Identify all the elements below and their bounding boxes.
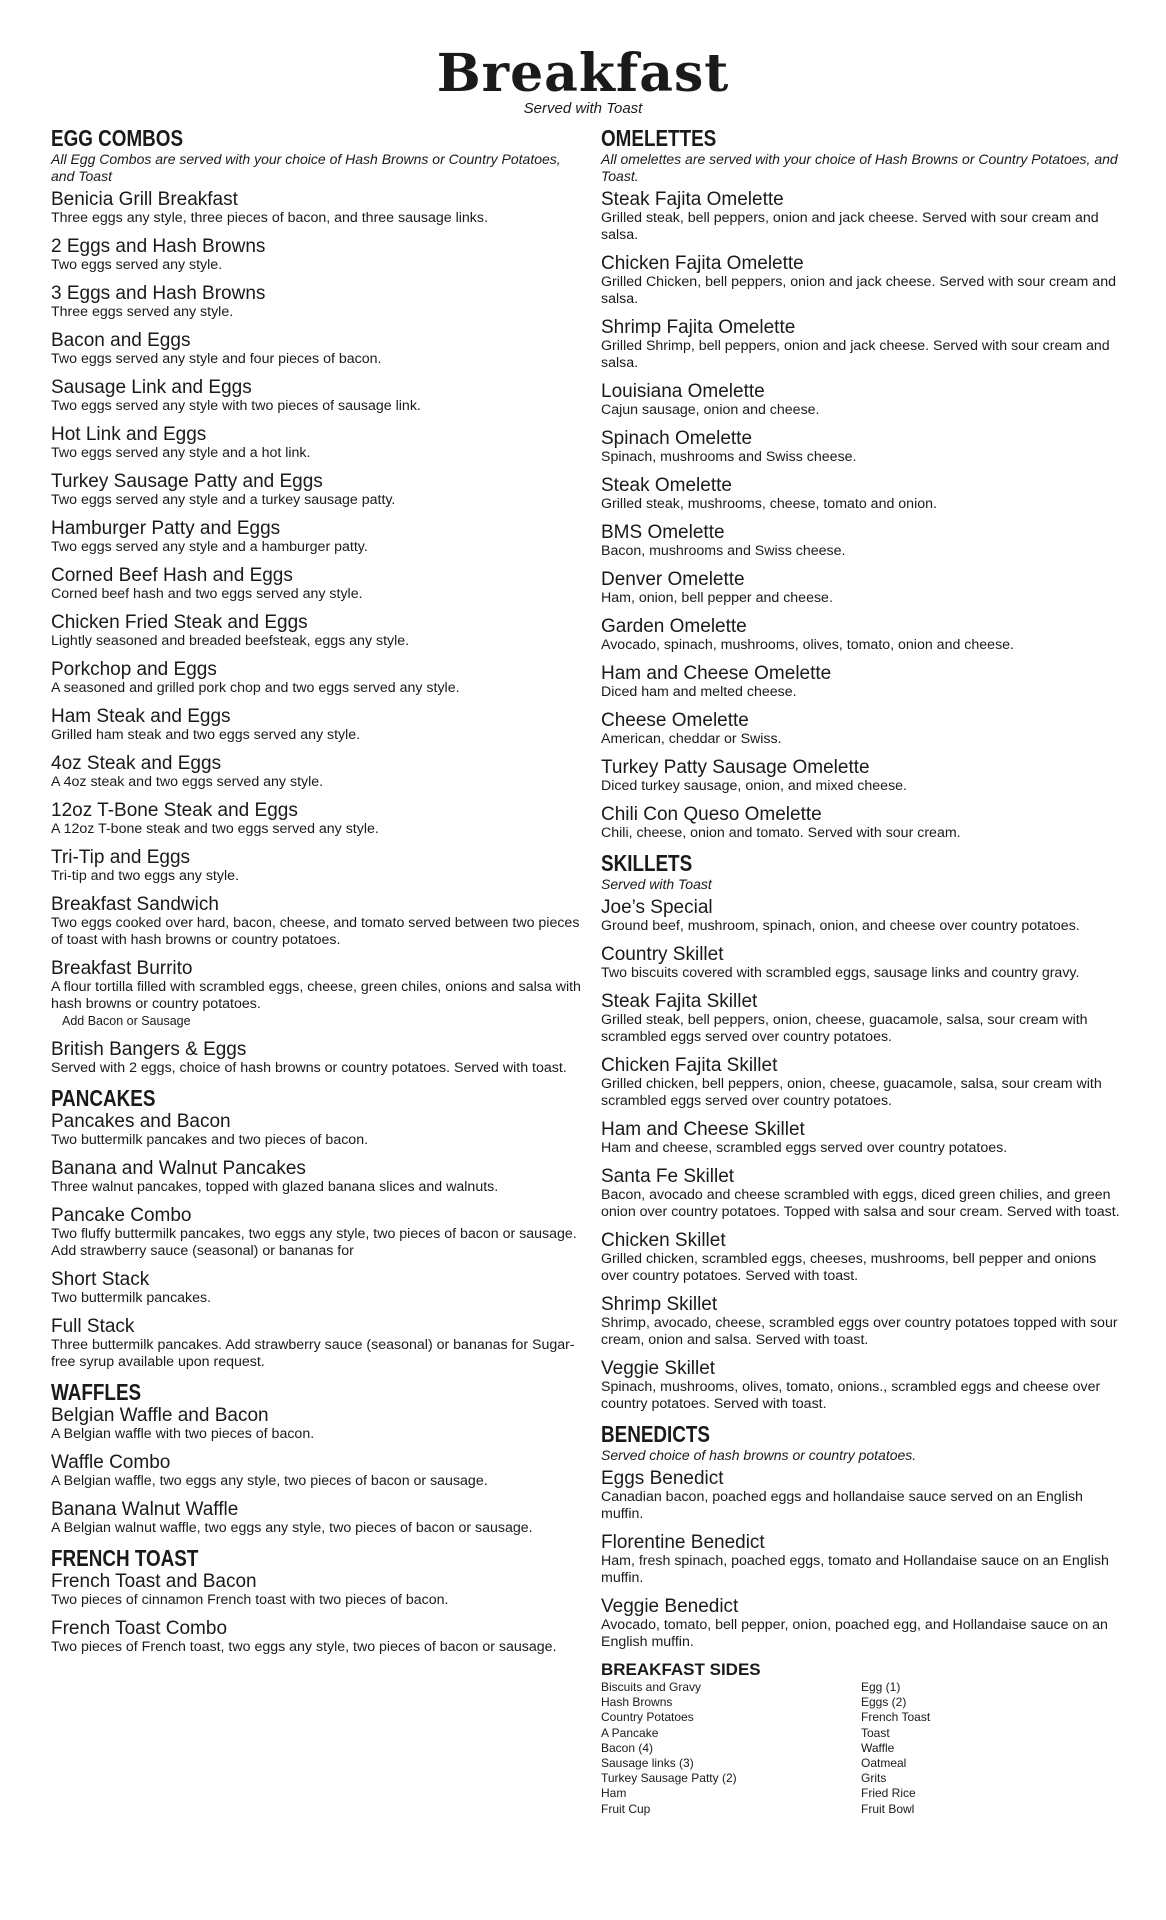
menu-item [601, 1230, 1121, 1285]
side-item: French Toast [861, 1710, 931, 1725]
section-french-toast [51, 1546, 581, 1656]
menu-item-description: Two buttermilk pancakes. [51, 1290, 212, 1306]
menu-item-name: Waffle Combo [51, 1452, 171, 1473]
sides-column-left [601, 1680, 861, 1817]
menu-item [601, 944, 1121, 982]
menu-item [601, 253, 1121, 308]
menu-item [601, 1596, 1121, 1651]
menu-item-name: Chicken Skillet [601, 1230, 726, 1251]
menu-item-name: BMS Omelette [601, 522, 725, 543]
section-omelettes [601, 126, 1121, 842]
menu-item-name: French Toast Combo [51, 1618, 228, 1639]
menu-item-description: Chili, cheese, onion and tomato. Served with sour cream. [601, 825, 961, 841]
menu-item-description: Two pieces of cinnamon French toast with two pieces of bacon. [51, 1592, 449, 1608]
menu-item-name: Steak Fajita Omelette [601, 189, 784, 210]
menu-item [51, 1111, 581, 1149]
menu-item [601, 189, 1121, 244]
menu-item-name: Chicken Fried Steak and Eggs [51, 612, 308, 633]
menu-item-description: Tri-tip and two eggs any style. [51, 868, 239, 884]
menu-item [51, 1571, 581, 1609]
menu-item-name: Chili Con Queso Omelette [601, 804, 822, 825]
menu-item-description: Spinach, mushrooms and Swiss cheese. [601, 449, 857, 465]
section-benedicts [601, 1422, 1121, 1651]
menu-item-name: 12oz T-Bone Steak and Eggs [51, 800, 298, 821]
menu-item-name: Breakfast Burrito [51, 958, 193, 979]
section-skillets [601, 851, 1121, 1413]
side-item: Biscuits and Gravy [601, 1680, 702, 1694]
side-item: Waffle [861, 1740, 895, 1755]
menu-item-description: Three eggs any style, three pieces of bacon, and three sausage links. [51, 210, 488, 226]
menu-item [51, 1405, 581, 1443]
menu-item-description: Two eggs cooked over hard, bacon, cheese, and tomato served between two pieces of toast with hash browns or country potatoes. [51, 915, 580, 948]
side-item: Eggs (2) [861, 1695, 907, 1710]
menu-item [51, 894, 581, 949]
sides-column-right [861, 1680, 1121, 1817]
menu-item [51, 189, 581, 227]
menu-item-description: Bacon, mushrooms and Swiss cheese. [601, 543, 846, 559]
menu-item-description: Two buttermilk pancakes and two pieces of bacon. [51, 1132, 369, 1148]
menu-item [51, 1499, 581, 1537]
page-title: Breakfast [436, 43, 730, 104]
menu-item [51, 1039, 581, 1077]
menu-item-name: Steak Fajita Skillet [601, 991, 758, 1012]
menu-item-name: Full Stack [51, 1316, 135, 1337]
menu-item-name: 2 Eggs and Hash Browns [51, 236, 266, 257]
menu-item-description: Cajun sausage, onion and cheese. [601, 402, 820, 418]
menu-item [51, 1158, 581, 1196]
menu-item-description: A Belgian walnut waffle, two eggs any style, two pieces of bacon or sausage. [51, 1520, 533, 1536]
menu-item [51, 330, 581, 368]
menu-item-name: Chicken Fajita Omelette [601, 253, 804, 274]
section-egg-combos [51, 126, 581, 1077]
menu-item [601, 569, 1121, 607]
menu-item [601, 1166, 1121, 1221]
sides-title: BREAKFAST SIDES [601, 1660, 761, 1679]
menu-item [51, 847, 581, 885]
side-item: Toast [861, 1725, 890, 1740]
menu-item-description: Two eggs served any style. [51, 257, 223, 273]
menu-item-description: A 12oz T-bone steak and two eggs served any style. [51, 821, 379, 837]
menu-item-name: Porkchop and Eggs [51, 659, 217, 680]
side-item: Fried Rice [861, 1786, 916, 1801]
menu-item [601, 757, 1121, 795]
menu-item-name: Pancakes and Bacon [51, 1111, 231, 1132]
side-item: Country Potatoes [601, 1710, 694, 1725]
side-item: Turkey Sausage Patty (2) [601, 1771, 737, 1786]
menu-item-description: Ham and cheese, scrambled eggs served over country potatoes. [601, 1140, 1008, 1156]
menu-item-description: A Belgian waffle, two eggs any style, two pieces of bacon or sausage. [51, 1473, 488, 1489]
menu-item-name: 4oz Steak and Eggs [51, 753, 222, 774]
menu-item-name: Corned Beef Hash and Eggs [51, 565, 293, 586]
menu-item [51, 706, 581, 744]
menu-item-name: Denver Omelette [601, 569, 745, 590]
menu-item-name: Ham Steak and Eggs [51, 706, 231, 727]
menu-item [601, 616, 1121, 654]
right-column [601, 126, 1121, 1817]
menu-item [601, 1532, 1121, 1587]
menu-item-name: Garden Omelette [601, 616, 747, 637]
menu-item-name: Breakfast Sandwich [51, 894, 219, 915]
side-item: Fruit Cup [601, 1801, 651, 1816]
menu-item-description: Two eggs served any style and a hamburger patty. [51, 539, 368, 555]
menu-item [51, 659, 581, 697]
sides-list [601, 1680, 1121, 1817]
section-title: PANCAKES [51, 1085, 156, 1111]
menu-item-name: British Bangers & Eggs [51, 1039, 247, 1060]
menu-item [601, 991, 1121, 1046]
side-item: Egg (1) [861, 1680, 901, 1694]
menu-item [51, 1205, 581, 1260]
menu-item-description: Canadian bacon, poached eggs and hollandaise sauce served on an English muffin. [601, 1489, 1083, 1522]
menu-item [601, 381, 1121, 419]
menu-item-description: Corned beef hash and two eggs served any style. [51, 586, 363, 602]
section-title: FRENCH TOAST [51, 1545, 199, 1571]
menu-item-description: Spinach, mushrooms, olives, tomato, onions., scrambled eggs and cheese over country potatoes. Served with toast. [601, 1379, 1101, 1412]
section-note: All Egg Combos are served with your choice of Hash Browns or Country Potatoes, and Toast [51, 151, 561, 184]
menu-item [51, 377, 581, 415]
menu-item-name: Turkey Sausage Patty and Eggs [51, 471, 323, 492]
menu-item [601, 1119, 1121, 1157]
menu-item-description: Diced ham and melted cheese. [601, 684, 797, 700]
menu-item [51, 753, 581, 791]
menu-item-description: Diced turkey sausage, onion, and mixed cheese. [601, 778, 908, 794]
menu-item-description: Served with 2 eggs, choice of hash browns or country potatoes. Served with toast. [51, 1060, 567, 1076]
menu-item-description: Grilled ham steak and two eggs served any style. [51, 727, 361, 743]
menu-item [51, 424, 581, 462]
menu-item-name: Joe’s Special [601, 897, 713, 918]
section-note: Served choice of hash browns or country potatoes. [601, 1447, 917, 1463]
menu-item [51, 565, 581, 603]
side-item: A Pancake [601, 1725, 659, 1740]
menu-item-name: Florentine Benedict [601, 1532, 765, 1553]
menu-item-name: Banana Walnut Waffle [51, 1499, 239, 1520]
menu-item [601, 428, 1121, 466]
side-item: Hash Browns [601, 1695, 673, 1710]
menu-item-name: Ham and Cheese Omelette [601, 663, 832, 684]
menu-item-name: Steak Omelette [601, 475, 732, 496]
menu-item-description: Bacon, avocado and cheese scrambled with eggs, diced green chilies, and green onion over country potatoes. Topped with salsa and sour cream. Served with toast. [601, 1187, 1120, 1220]
side-item: Oatmeal [861, 1756, 907, 1771]
section-title: OMELETTES [601, 125, 717, 151]
menu-item-description: Lightly seasoned and breaded beefsteak, eggs any style. [51, 633, 410, 649]
menu-item [601, 1294, 1121, 1349]
menu-item [601, 897, 1121, 935]
menu-item-name: Louisiana Omelette [601, 381, 765, 402]
menu-item-description: Two eggs served any style and four pieces of bacon. [51, 351, 382, 367]
menu-item-description: Three walnut pancakes, topped with glazed banana slices and walnuts. [51, 1179, 499, 1195]
menu-item-name: Short Stack [51, 1269, 150, 1290]
menu-item-name: Veggie Benedict [601, 1596, 739, 1617]
side-item: Bacon (4) [601, 1740, 654, 1755]
menu-item-name: Belgian Waffle and Bacon [51, 1405, 269, 1426]
menu-item-name: Country Skillet [601, 944, 724, 965]
menu-item [601, 475, 1121, 513]
left-column [51, 126, 581, 1665]
menu-item [51, 236, 581, 274]
section-title: EGG COMBOS [51, 125, 184, 151]
menu-item [51, 1618, 581, 1656]
section-note: Served with Toast [601, 876, 712, 892]
menu-item-description: Avocado, spinach, mushrooms, olives, tomato, onion and cheese. [601, 637, 1014, 653]
menu-item [51, 518, 581, 556]
menu-item [51, 958, 581, 1030]
menu-item-name: Shrimp Skillet [601, 1294, 718, 1315]
menu-item [51, 800, 581, 838]
menu-item-description: A flour tortilla filled with scrambled eggs, cheese, green chiles, onions and salsa with hash browns or country potatoes. [51, 979, 581, 1012]
menu-item-name: 3 Eggs and Hash Browns [51, 283, 266, 304]
menu-item [601, 710, 1121, 748]
menu-item-description: Grilled chicken, bell peppers, onion, cheese, guacamole, salsa, sour cream with scrambled eggs served over country potatoes. [601, 1076, 1102, 1109]
side-item: Grits [861, 1771, 887, 1786]
menu-item-name: Turkey Patty Sausage Omelette [601, 757, 870, 778]
section-title: SKILLETS [601, 850, 693, 876]
side-item: Fruit Bowl [861, 1801, 915, 1816]
menu-item-name: Benicia Grill Breakfast [51, 189, 238, 210]
menu-item-description: Grilled steak, bell peppers, onion, cheese, guacamole, salsa, sour cream with scrambled eggs served over country potatoes. [601, 1012, 1088, 1045]
section-note: All omelettes are served with your choice of Hash Browns or Country Potatoes, and Toast. [601, 151, 1118, 184]
menu-item-description: Grilled steak, mushrooms, cheese, tomato and onion. [601, 496, 937, 512]
menu-item-description: Two fluffy buttermilk pancakes, two eggs any style, two pieces of bacon or sausage. Add strawberry sauce (seasonal) or bananas for [51, 1226, 577, 1259]
menu-item-name: Cheese Omelette [601, 710, 749, 731]
menu-item-description: Three buttermilk pancakes. Add strawberry sauce (seasonal) or bananas for Sugar-free syrup available upon request. [51, 1337, 575, 1370]
menu-item [601, 1468, 1121, 1523]
menu-item-description: A 4oz steak and two eggs served any style. [51, 774, 324, 790]
section-title: WAFFLES [51, 1379, 142, 1405]
side-item: Sausage links (3) [601, 1756, 694, 1771]
section-breakfast-sides [601, 1660, 1121, 1817]
menu-item-description: Two eggs served any style with two pieces of sausage link. [51, 398, 421, 414]
menu-item-description: Avocado, tomato, bell pepper, onion, poached egg, and Hollandaise sauce on an English muffin. [601, 1617, 1108, 1650]
menu-item-description: Two pieces of French toast, two eggs any style, two pieces of bacon or sausage. [51, 1639, 557, 1655]
section-title: BENEDICTS [601, 1421, 710, 1447]
menu-item-name: Veggie Skillet [601, 1358, 716, 1379]
menu-item-name: Tri-Tip and Eggs [51, 847, 191, 868]
menu-item-name: Ham and Cheese Skillet [601, 1119, 805, 1140]
menu-item [601, 522, 1121, 560]
menu-item-name: Banana and Walnut Pancakes [51, 1158, 306, 1179]
menu-item [51, 1269, 581, 1307]
menu-item-description: Shrimp, avocado, cheese, scrambled eggs over country potatoes topped with sour cream, onion and salsa. Served with toast. [601, 1315, 1118, 1348]
menu-item [601, 1358, 1121, 1413]
menu-item-description: A seasoned and grilled pork chop and two eggs served any style. [51, 680, 460, 696]
menu-item-description: Grilled Chicken, bell peppers, onion and jack cheese. Served with sour cream and salsa. [601, 274, 1116, 307]
menu-item [51, 1452, 581, 1490]
menu-item-name: Hot Link and Eggs [51, 424, 207, 445]
menu-item-name: Hamburger Patty and Eggs [51, 518, 281, 539]
menu-item-description: Ham, onion, bell pepper and cheese. [601, 590, 833, 606]
menu-item [601, 804, 1121, 842]
menu-item-description: Grilled steak, bell peppers, onion and jack cheese. Served with sour cream and salsa. [601, 210, 1099, 243]
menu-item [51, 283, 581, 321]
page-subtitle: Served with Toast [523, 100, 643, 117]
menu-item-description: Ham, fresh spinach, poached eggs, tomato and Hollandaise sauce on an English muffin. [601, 1553, 1109, 1586]
menu-item [601, 663, 1121, 701]
menu-item-description: Grilled Shrimp, bell peppers, onion and jack cheese. Served with sour cream and salsa. [601, 338, 1110, 371]
menu-item [51, 1316, 581, 1371]
menu-item-addon: Add Bacon or Sausage [62, 1014, 191, 1028]
menu-item-name: Santa Fe Skillet [601, 1166, 735, 1187]
menu-item-name: Sausage Link and Eggs [51, 377, 252, 398]
menu-item-name: Pancake Combo [51, 1205, 192, 1226]
menu-item-name: Shrimp Fajita Omelette [601, 317, 796, 338]
menu-item-description: Two eggs served any style and a turkey sausage patty. [51, 492, 396, 508]
menu-item-name: Chicken Fajita Skillet [601, 1055, 778, 1076]
menu-item-description: Grilled chicken, scrambled eggs, cheeses, mushrooms, bell pepper and onions over country potatoes. Served with toast. [601, 1251, 1097, 1284]
menu-item-description: American, cheddar or Swiss. [601, 731, 782, 747]
side-item: Ham [601, 1786, 627, 1801]
menu-item-name: Spinach Omelette [601, 428, 753, 449]
section-pancakes [51, 1086, 581, 1371]
menu-item-name: Bacon and Eggs [51, 330, 191, 351]
menu-item-description: Three eggs served any style. [51, 304, 234, 320]
menu-item [51, 612, 581, 650]
menu-item-description: Two biscuits covered with scrambled eggs, sausage links and country gravy. [601, 965, 1080, 981]
menu-item-description: A Belgian waffle with two pieces of bacon. [51, 1426, 315, 1442]
menu-item [601, 317, 1121, 372]
menu-item [601, 1055, 1121, 1110]
menu-item-description: Two eggs served any style and a hot link. [51, 445, 311, 461]
menu-item-name: French Toast and Bacon [51, 1571, 257, 1592]
menu-item-name: Eggs Benedict [601, 1468, 724, 1489]
menu-item-description: Ground beef, mushroom, spinach, onion, and cheese over country potatoes. [601, 918, 1080, 934]
section-waffles [51, 1380, 581, 1537]
menu-item [51, 471, 581, 509]
